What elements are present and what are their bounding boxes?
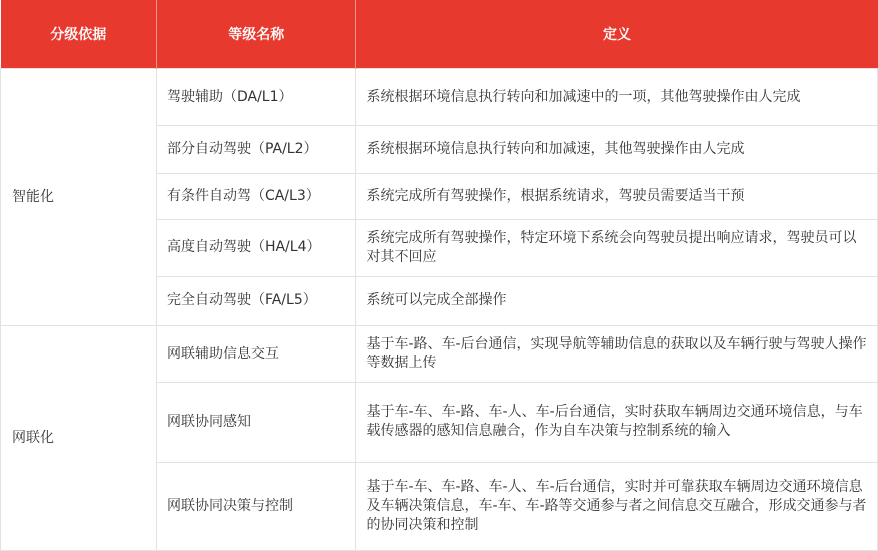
level-name: 有条件自动驾（CA/L3）	[156, 174, 356, 219]
level-definition: 基于车-路、车-后台通信，实现导航等辅助信息的获取以及车辆行驶与驾驶人操作等数据上传	[356, 326, 878, 383]
level-definition: 系统根据环境信息执行转向和加减速，其他驾驶操作由人完成	[356, 126, 878, 174]
level-definition: 系统可以完成全部操作	[356, 276, 878, 325]
basis-connectivity: 网联化	[1, 326, 157, 551]
header-level-name: 等级名称	[156, 0, 356, 69]
level-name: 网联辅助信息交互	[156, 326, 356, 383]
header-classification-basis: 分级依据	[1, 0, 157, 69]
level-definition: 基于车-车、车-路、车-人、车-后台通信，实时获取车辆周边交通环境信息，与车载传感器的感知信息融合，作为自车决策与控制系统的输入	[356, 383, 878, 462]
table-row	[1, 326, 878, 383]
level-name: 网联协同感知	[156, 383, 356, 462]
header-row	[1, 0, 878, 69]
header-definition: 定义	[356, 0, 878, 69]
level-definition: 系统根据环境信息执行转向和加减速中的一项，其他驾驶操作由人完成	[356, 69, 878, 126]
level-name: 网联协同决策与控制	[156, 462, 356, 550]
basis-intelligence: 智能化	[1, 69, 157, 326]
level-definition: 基于车-车、车-路、车-人、车-后台通信，实时并可靠获取车辆周边交通环境信息及车辆决策信息，车-车、车-路等交通参与者之间信息交互融合，形成交通参与者的协同决策和控制	[356, 462, 878, 550]
level-name: 部分自动驾驶（PA/L2）	[156, 126, 356, 174]
level-name: 完全自动驾驶（FA/L5）	[156, 276, 356, 325]
level-definition: 系统完成所有驾驶操作，根据系统请求，驾驶员需要适当干预	[356, 174, 878, 219]
level-definition: 系统完成所有驾驶操作，特定环境下系统会向驾驶员提出响应请求，驾驶员可以对其不回应	[356, 219, 878, 276]
table-row	[1, 69, 878, 126]
level-name: 高度自动驾驶（HA/L4）	[156, 219, 356, 276]
level-name: 驾驶辅助（DA/L1）	[156, 69, 356, 126]
